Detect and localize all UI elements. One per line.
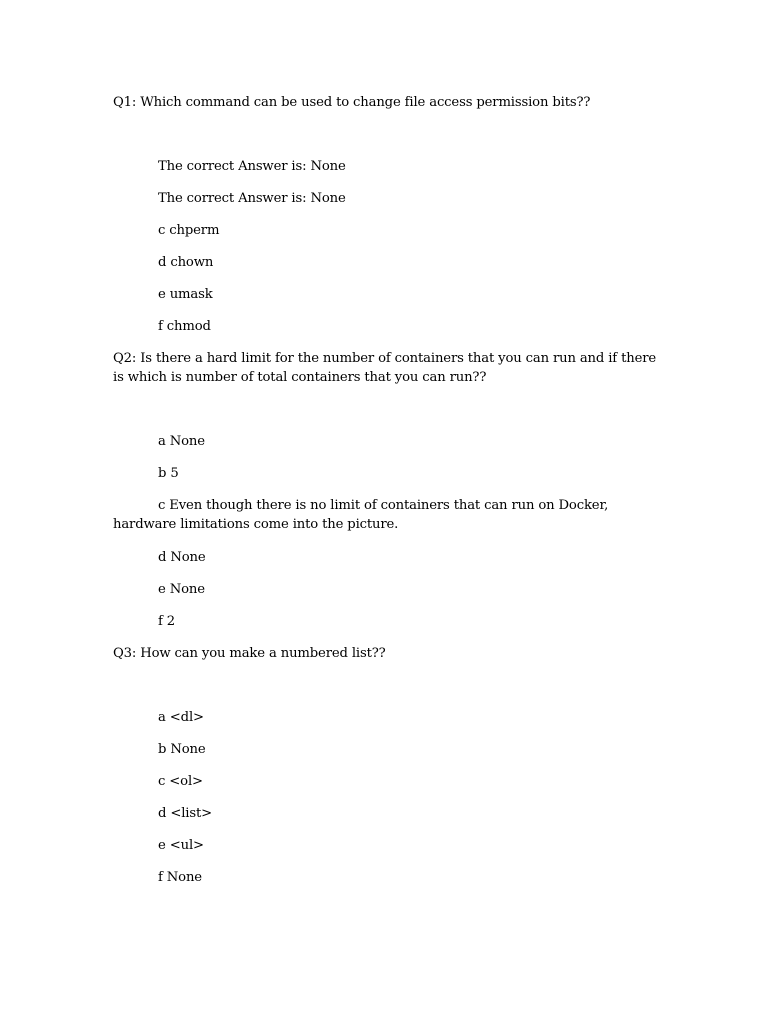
- question-2-option-1: a None: [158, 434, 205, 449]
- question-2-option-4: d None: [158, 550, 206, 565]
- question-3-option-3: c <ol>: [158, 774, 203, 789]
- question-1-option-3: c chperm: [158, 223, 220, 238]
- question-2-option-6: f 2: [158, 614, 176, 629]
- question-1-option-2: The correct Answer is: None: [158, 191, 346, 206]
- question-1-option-6: f chmod: [158, 319, 211, 334]
- question-1-prompt: Q1: Which command can be used to change file access permission bits??: [113, 95, 591, 110]
- question-3-option-6: f None: [158, 870, 202, 885]
- question-3-option-2: b None: [158, 742, 206, 757]
- question-2-prompt: Q2: Is there a hard limit for the number of containers that you can run and if there is which is number of total containers that you can run??: [113, 351, 657, 385]
- question-3-option-4: d <list>: [158, 806, 213, 821]
- question-2-option-2: b 5: [158, 466, 179, 481]
- question-1-option-1: The correct Answer is: None: [158, 159, 346, 174]
- question-3-prompt: Q3: How can you make a numbered list??: [113, 646, 386, 661]
- question-1-option-5: e umask: [158, 287, 213, 302]
- question-2-option-3: c Even though there is no limit of containers that can run on Docker, hardware limitations come into the picture.: [113, 498, 609, 532]
- question-3-option-1: a <dl>: [158, 710, 204, 725]
- question-3-option-5: e <ul>: [158, 838, 204, 853]
- question-2-option-5: e None: [158, 582, 205, 597]
- question-1-option-4: d chown: [158, 255, 214, 270]
